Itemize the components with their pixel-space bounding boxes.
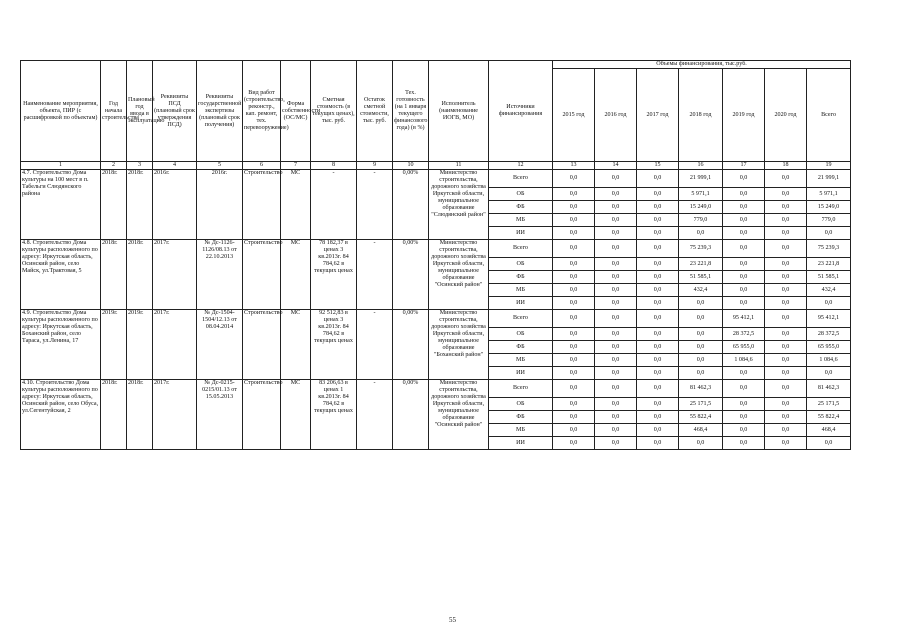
funding-total: 15 249,0 [807, 201, 851, 214]
funding-total: 25 171,5 [807, 398, 851, 411]
header-name: Наименование мероприятия, объекта, ПИР (с расшифровкой по объектам) [21, 61, 101, 162]
funding-value: 0,0 [637, 271, 679, 284]
funding-value: 0,0 [553, 411, 595, 424]
header-remaining: Остаток сметной стоимости, тыс. руб. [357, 61, 393, 162]
funding-source: Всего [489, 310, 553, 328]
header-executor: Исполнитель (наименование ИОГВ, МО) [429, 61, 489, 162]
funding-value: 0,0 [553, 437, 595, 450]
funding-total: 75 239,3 [807, 240, 851, 258]
funding-value: 75 239,3 [679, 240, 723, 258]
header-volumes: Объемы финансирования, тыс.руб. [553, 61, 851, 69]
header-year: 2018 год [679, 69, 723, 162]
column-number: 5 [197, 162, 243, 170]
funding-value: 0,0 [723, 424, 765, 437]
funding-value: 0,0 [553, 214, 595, 227]
header-ownership: Форма собственности (ОС/МС) [281, 61, 311, 162]
column-number: 9 [357, 162, 393, 170]
header-year: 2016 год [595, 69, 637, 162]
funding-total: 1 084,6 [807, 354, 851, 367]
funding-value: 0,0 [595, 411, 637, 424]
header-year: 2017 год [637, 69, 679, 162]
funding-value: 0,0 [765, 437, 807, 450]
header-total: Всего [807, 69, 851, 162]
funding-value: 23 221,8 [679, 258, 723, 271]
funding-value: 0,0 [765, 328, 807, 341]
funding-source: ФБ [489, 271, 553, 284]
funding-value: 0,0 [595, 310, 637, 328]
funding-value: 0,0 [637, 188, 679, 201]
page-number: 55 [449, 616, 456, 624]
column-number: 10 [393, 162, 429, 170]
funding-value: 0,0 [637, 297, 679, 310]
funding-value: 0,0 [553, 297, 595, 310]
funding-total: 51 585,1 [807, 271, 851, 284]
funding-value: 0,0 [595, 214, 637, 227]
readiness-percent: 0,00% [393, 310, 429, 380]
psd-date: 2017г. [153, 240, 197, 310]
funding-value: 0,0 [553, 398, 595, 411]
funding-value: 0,0 [723, 380, 765, 398]
work-type: Строительство [243, 310, 281, 380]
funding-value: 0,0 [723, 240, 765, 258]
funding-value: 81 462,3 [679, 380, 723, 398]
funding-value: 0,0 [637, 201, 679, 214]
funding-value: 0,0 [595, 284, 637, 297]
financing-table [20, 60, 851, 450]
remaining-cost: - [357, 310, 393, 380]
funding-source: МБ [489, 214, 553, 227]
column-number: 4 [153, 162, 197, 170]
funding-value: 0,0 [595, 297, 637, 310]
header-sources: Источники финансирования [489, 61, 553, 162]
object-name: 4.8. Строительство Дома культуры расположенного по адресу: Иркутская область, Осинский район, село Майск, ул.Трактовая, 5 [21, 240, 101, 310]
funding-value: 0,0 [765, 354, 807, 367]
start-year: 2018г. [101, 240, 127, 310]
column-number: 1 [21, 162, 101, 170]
funding-value: 0,0 [553, 201, 595, 214]
funding-value: 0,0 [765, 284, 807, 297]
start-year: 2018г. [101, 170, 127, 240]
funding-value: 0,0 [723, 188, 765, 201]
psd-date: 2016г. [153, 170, 197, 240]
funding-value: 0,0 [595, 240, 637, 258]
funding-value: 0,0 [553, 227, 595, 240]
column-number: 16 [679, 162, 723, 170]
funding-value: 0,0 [765, 367, 807, 380]
funding-value: 65 955,0 [723, 341, 765, 354]
funding-value: 0,0 [637, 411, 679, 424]
funding-value: 21 999,1 [679, 170, 723, 188]
header-expertise: Реквизиты государственной экспертизы (плановый срок получения) [197, 61, 243, 162]
work-type: Строительство [243, 170, 281, 240]
funding-value: 0,0 [765, 188, 807, 201]
funding-value: 0,0 [637, 284, 679, 297]
funding-value: 95 412,1 [723, 310, 765, 328]
funding-value: 0,0 [679, 297, 723, 310]
funding-source: МБ [489, 354, 553, 367]
funding-value: 0,0 [679, 227, 723, 240]
funding-value: 0,0 [637, 170, 679, 188]
funding-value: 0,0 [765, 398, 807, 411]
estimated-cost: 92 512,83 в ценах 3 кв.2013г. 84 784,62 в текущих ценах [311, 310, 357, 380]
funding-value: 0,0 [637, 380, 679, 398]
funding-value: 0,0 [765, 170, 807, 188]
readiness-percent: 0,00% [393, 380, 429, 450]
funding-value: 0,0 [553, 284, 595, 297]
expertise-details: № Дс-1126-1126/08.13 от 22.10.2013 [197, 240, 243, 310]
funding-value: 1 084,6 [723, 354, 765, 367]
funding-value: 0,0 [679, 437, 723, 450]
estimated-cost: - [311, 170, 357, 240]
funding-value: 0,0 [637, 367, 679, 380]
expertise-details: № Дс-1504-1504/12.13 от 08.04.2014 [197, 310, 243, 380]
funding-value: 0,0 [723, 411, 765, 424]
funding-value: 0,0 [595, 367, 637, 380]
funding-value: 0,0 [765, 240, 807, 258]
funding-value: 0,0 [637, 310, 679, 328]
funding-value: 0,0 [553, 380, 595, 398]
funding-value: 0,0 [637, 398, 679, 411]
funding-value: 0,0 [553, 367, 595, 380]
funding-value: 0,0 [765, 310, 807, 328]
funding-value: 468,4 [679, 424, 723, 437]
funding-value: 0,0 [765, 258, 807, 271]
table-body [21, 170, 851, 450]
funding-value: 5 971,1 [679, 188, 723, 201]
funding-total: 468,4 [807, 424, 851, 437]
column-number: 11 [429, 162, 489, 170]
ownership: МС [281, 240, 311, 310]
funding-value: 0,0 [553, 328, 595, 341]
funding-value: 0,0 [723, 214, 765, 227]
funding-source: ОБ [489, 328, 553, 341]
executor: Министерство строительства, дорожного хозяйства Иркутской области, муниципальное образование "Слюдянский район" [429, 170, 489, 240]
readiness-percent: 0,00% [393, 240, 429, 310]
executor: Министерство строительства, дорожного хозяйства Иркутской области, муниципальное образование "Осинский район" [429, 380, 489, 450]
header-readiness: Тех. готовность (на 1 января текущего финансового года) (в %) [393, 61, 429, 162]
ownership: МС [281, 380, 311, 450]
work-type: Строительство [243, 240, 281, 310]
funding-source: МБ [489, 284, 553, 297]
column-number: 14 [595, 162, 637, 170]
object-name: 4.10. Строительство Дома культуры расположенного по адресу: Иркутская область, Осинский район, село Обуса, ул.Сегентуйская, 2 [21, 380, 101, 450]
remaining-cost: - [357, 380, 393, 450]
funding-value: 55 822,4 [679, 411, 723, 424]
funding-value: 0,0 [595, 328, 637, 341]
funding-value: 0,0 [765, 201, 807, 214]
funding-value: 51 585,1 [679, 271, 723, 284]
funding-total: 432,4 [807, 284, 851, 297]
funding-value: 0,0 [637, 354, 679, 367]
funding-source: ФБ [489, 201, 553, 214]
header-commission-year: Плановый год ввода в эксплуатацию [127, 61, 153, 162]
column-number: 7 [281, 162, 311, 170]
funding-value: 0,0 [679, 328, 723, 341]
column-number: 15 [637, 162, 679, 170]
start-year: 2018г. [101, 380, 127, 450]
executor: Министерство строительства, дорожного хозяйства Иркутской области, муниципальное образование "Боханский район" [429, 310, 489, 380]
column-number: 8 [311, 162, 357, 170]
funding-value: 0,0 [723, 201, 765, 214]
funding-value: 0,0 [765, 297, 807, 310]
funding-value: 0,0 [637, 240, 679, 258]
funding-total: 0,0 [807, 367, 851, 380]
funding-value: 0,0 [595, 227, 637, 240]
funding-source: ФБ [489, 341, 553, 354]
commission-year: 2018г. [127, 380, 153, 450]
funding-value: 28 372,5 [723, 328, 765, 341]
funding-value: 15 249,0 [679, 201, 723, 214]
column-number: 3 [127, 162, 153, 170]
funding-value: 0,0 [553, 341, 595, 354]
funding-source: ОБ [489, 398, 553, 411]
funding-source: ИИ [489, 367, 553, 380]
funding-value: 0,0 [637, 424, 679, 437]
column-number: 19 [807, 162, 851, 170]
funding-value: 0,0 [637, 328, 679, 341]
funding-value: 0,0 [723, 271, 765, 284]
expertise-details: 2016г. [197, 170, 243, 240]
header-cost: Сметная стоимость (в текущих ценах), тыс. руб. [311, 61, 357, 162]
funding-source: Всего [489, 240, 553, 258]
commission-year: 2018г. [127, 240, 153, 310]
funding-value: 0,0 [765, 341, 807, 354]
funding-value: 0,0 [553, 170, 595, 188]
psd-date: 2017г. [153, 310, 197, 380]
funding-value: 0,0 [595, 258, 637, 271]
funding-value: 0,0 [553, 258, 595, 271]
funding-total: 65 955,0 [807, 341, 851, 354]
estimated-cost: 83 206,63 в ценах 1 кв.2013г. 84 784,62 в текущих ценах [311, 380, 357, 450]
table-row [21, 310, 851, 328]
funding-value: 0,0 [553, 188, 595, 201]
commission-year: 2018г. [127, 170, 153, 240]
remaining-cost: - [357, 170, 393, 240]
work-type: Строительство [243, 380, 281, 450]
funding-value: 0,0 [637, 214, 679, 227]
funding-value: 0,0 [595, 354, 637, 367]
funding-source: ИИ [489, 297, 553, 310]
funding-value: 0,0 [595, 341, 637, 354]
funding-value: 0,0 [595, 188, 637, 201]
funding-value: 432,4 [679, 284, 723, 297]
readiness-percent: 0,00% [393, 170, 429, 240]
funding-value: 0,0 [723, 227, 765, 240]
table-row [21, 240, 851, 258]
column-number: 12 [489, 162, 553, 170]
funding-value: 0,0 [637, 437, 679, 450]
funding-value: 0,0 [765, 227, 807, 240]
funding-value: 0,0 [765, 380, 807, 398]
funding-value: 0,0 [595, 398, 637, 411]
funding-value: 0,0 [723, 170, 765, 188]
funding-total: 95 412,1 [807, 310, 851, 328]
table-header [21, 61, 851, 170]
start-year: 2019г. [101, 310, 127, 380]
funding-value: 0,0 [595, 271, 637, 284]
funding-total: 21 999,1 [807, 170, 851, 188]
ownership: МС [281, 170, 311, 240]
header-year: 2015 год [553, 69, 595, 162]
funding-total: 23 221,8 [807, 258, 851, 271]
funding-value: 0,0 [765, 424, 807, 437]
header-psd: Реквизиты ПСД (плановый срок утверждения ПСД) [153, 61, 197, 162]
column-number: 17 [723, 162, 765, 170]
header-work-type: Вид работ (строительство, реконстр., кап. ремонт, тех. перевооружение) [243, 61, 281, 162]
column-number: 18 [765, 162, 807, 170]
column-number-row [21, 162, 851, 170]
table-row [21, 170, 851, 188]
funding-total: 5 971,1 [807, 188, 851, 201]
funding-value: 0,0 [637, 227, 679, 240]
funding-source: ИИ [489, 227, 553, 240]
table-row [21, 380, 851, 398]
funding-value: 25 171,5 [679, 398, 723, 411]
funding-total: 0,0 [807, 297, 851, 310]
funding-total: 0,0 [807, 437, 851, 450]
header-year: 2020 год [765, 69, 807, 162]
funding-total: 28 372,5 [807, 328, 851, 341]
funding-value: 0,0 [679, 367, 723, 380]
header-start-year: Год начала строительства [101, 61, 127, 162]
estimated-cost: 78 182,37 в ценах 3 кв.2013г. 84 784,62 в текущих ценах [311, 240, 357, 310]
funding-value: 0,0 [553, 310, 595, 328]
funding-total: 81 462,3 [807, 380, 851, 398]
funding-source: МБ [489, 424, 553, 437]
funding-source: ОБ [489, 188, 553, 201]
executor: Министерство строительства, дорожного хозяйства Иркутской области, муниципальное образование "Осинский район" [429, 240, 489, 310]
funding-value: 0,0 [723, 367, 765, 380]
funding-value: 0,0 [553, 424, 595, 437]
funding-value: 0,0 [595, 201, 637, 214]
funding-source: Всего [489, 380, 553, 398]
funding-source: ОБ [489, 258, 553, 271]
funding-value: 0,0 [595, 424, 637, 437]
funding-value: 0,0 [765, 214, 807, 227]
column-number: 6 [243, 162, 281, 170]
object-name: 4.7. Строительство Дома культуры на 100 мест в п. Табельги Слюдянского района [21, 170, 101, 240]
funding-source: Всего [489, 170, 553, 188]
funding-value: 0,0 [723, 284, 765, 297]
funding-value: 0,0 [723, 398, 765, 411]
funding-value: 779,0 [679, 214, 723, 227]
funding-value: 0,0 [553, 240, 595, 258]
funding-value: 0,0 [553, 271, 595, 284]
column-number: 2 [101, 162, 127, 170]
remaining-cost: - [357, 240, 393, 310]
psd-date: 2017г. [153, 380, 197, 450]
funding-value: 0,0 [553, 354, 595, 367]
commission-year: 2019г. [127, 310, 153, 380]
funding-value: 0,0 [595, 437, 637, 450]
funding-source: ФБ [489, 411, 553, 424]
funding-value: 0,0 [723, 258, 765, 271]
funding-source: ИИ [489, 437, 553, 450]
column-number: 13 [553, 162, 595, 170]
funding-value: 0,0 [765, 411, 807, 424]
funding-value: 0,0 [595, 380, 637, 398]
funding-total: 779,0 [807, 214, 851, 227]
funding-value: 0,0 [723, 437, 765, 450]
funding-value: 0,0 [637, 258, 679, 271]
funding-value: 0,0 [679, 310, 723, 328]
funding-value: 0,0 [679, 354, 723, 367]
ownership: МС [281, 310, 311, 380]
funding-value: 0,0 [595, 170, 637, 188]
funding-value: 0,0 [765, 271, 807, 284]
funding-value: 0,0 [679, 341, 723, 354]
header-year: 2019 год [723, 69, 765, 162]
funding-value: 0,0 [723, 297, 765, 310]
funding-total: 0,0 [807, 227, 851, 240]
funding-value: 0,0 [637, 341, 679, 354]
funding-total: 55 822,4 [807, 411, 851, 424]
object-name: 4.9. Строительство Дома культуры расположенного по адресу: Иркутская область, Боханский район, село Тараса, ул.Ленина, 17 [21, 310, 101, 380]
expertise-details: № Дс-0215-0215/01.13 от 15.05.2013 [197, 380, 243, 450]
